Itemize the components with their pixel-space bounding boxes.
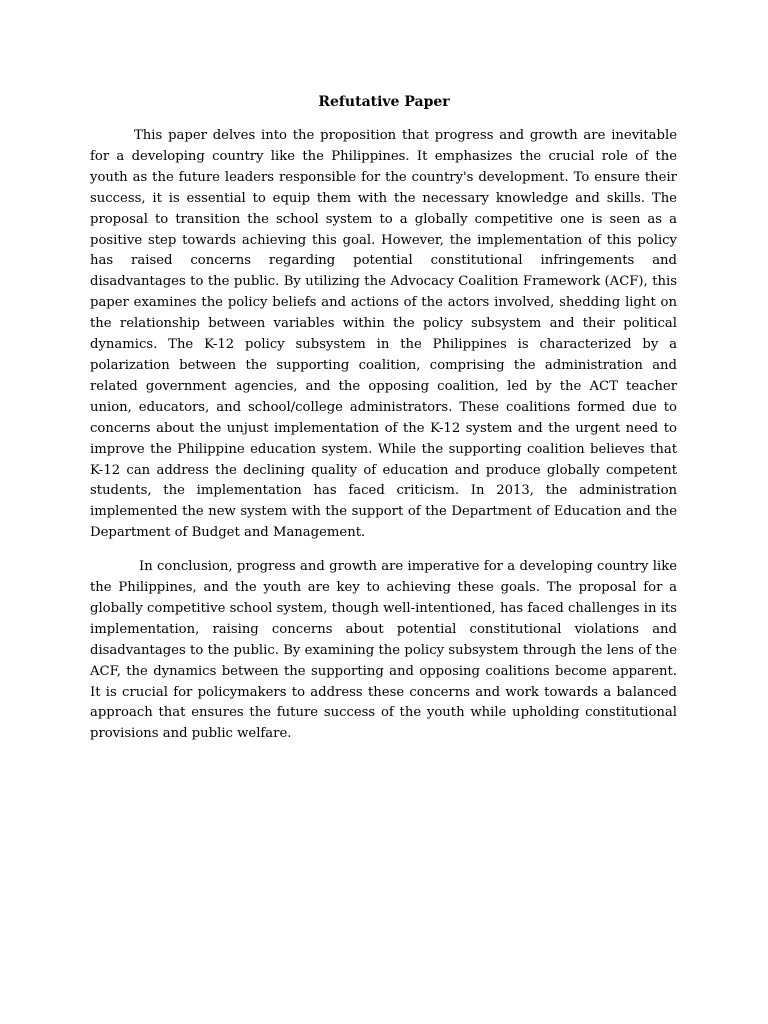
document-body (90, 126, 677, 745)
document-title: Refutative Paper (318, 94, 450, 110)
paragraph-conclusion: In conclusion, progress and growth are imperative for a developing country like the Philippines, and the youth are key to achieving these goals. The proposal for a globally competitive school system, though well-intentioned, has faced challenges in its implementation, raising concerns about potential constitutional violations and disadvantages to the public. By examining the policy subsystem through the lens of the ACF, the dynamics between the supporting and opposing coalitions become apparent. It is crucial for policymakers to address these concerns and work towards a balanced approach that ensures the future success of the youth while upholding constitutional provisions and public welfare. (90, 559, 677, 742)
paragraph-introduction: This paper delves into the proposition that progress and growth are inevitable for a developing country like the Philippines. It emphasizes the crucial role of the youth as the future leaders responsible for the country's development. To ensure their success, it is essential to equip them with the necessary knowledge and skills. The proposal to transition the school system to a globally competitive one is seen as a positive step towards achieving this goal. However, the implementation of this policy has raised concerns regarding potential constitutional infringements and disadvantages to the public. By utilizing the Advocacy Coalition Framework (ACF), this paper examines the policy beliefs and actions of the actors involved, shedding light on the relationship between variables within the policy subsystem and their political dynamics. The K-12 policy subsystem in the Philippines is characterized by a polarization between the supporting coalition, comprising the administration and related government agencies, and the opposing coalition, led by the ACT teacher union, educators, and school/college administrators. These coalitions formed due to concerns about the unjust implementation of the K-12 system and the urgent need to improve the Philippine education system. While the supporting coalition believes that K-12 can address the declining quality of education and produce globally competent students, the implementation has faced criticism. In 2013, the administration implemented the new system with the support of the Department of Education and the Department of Budget and Management. (90, 128, 677, 541)
